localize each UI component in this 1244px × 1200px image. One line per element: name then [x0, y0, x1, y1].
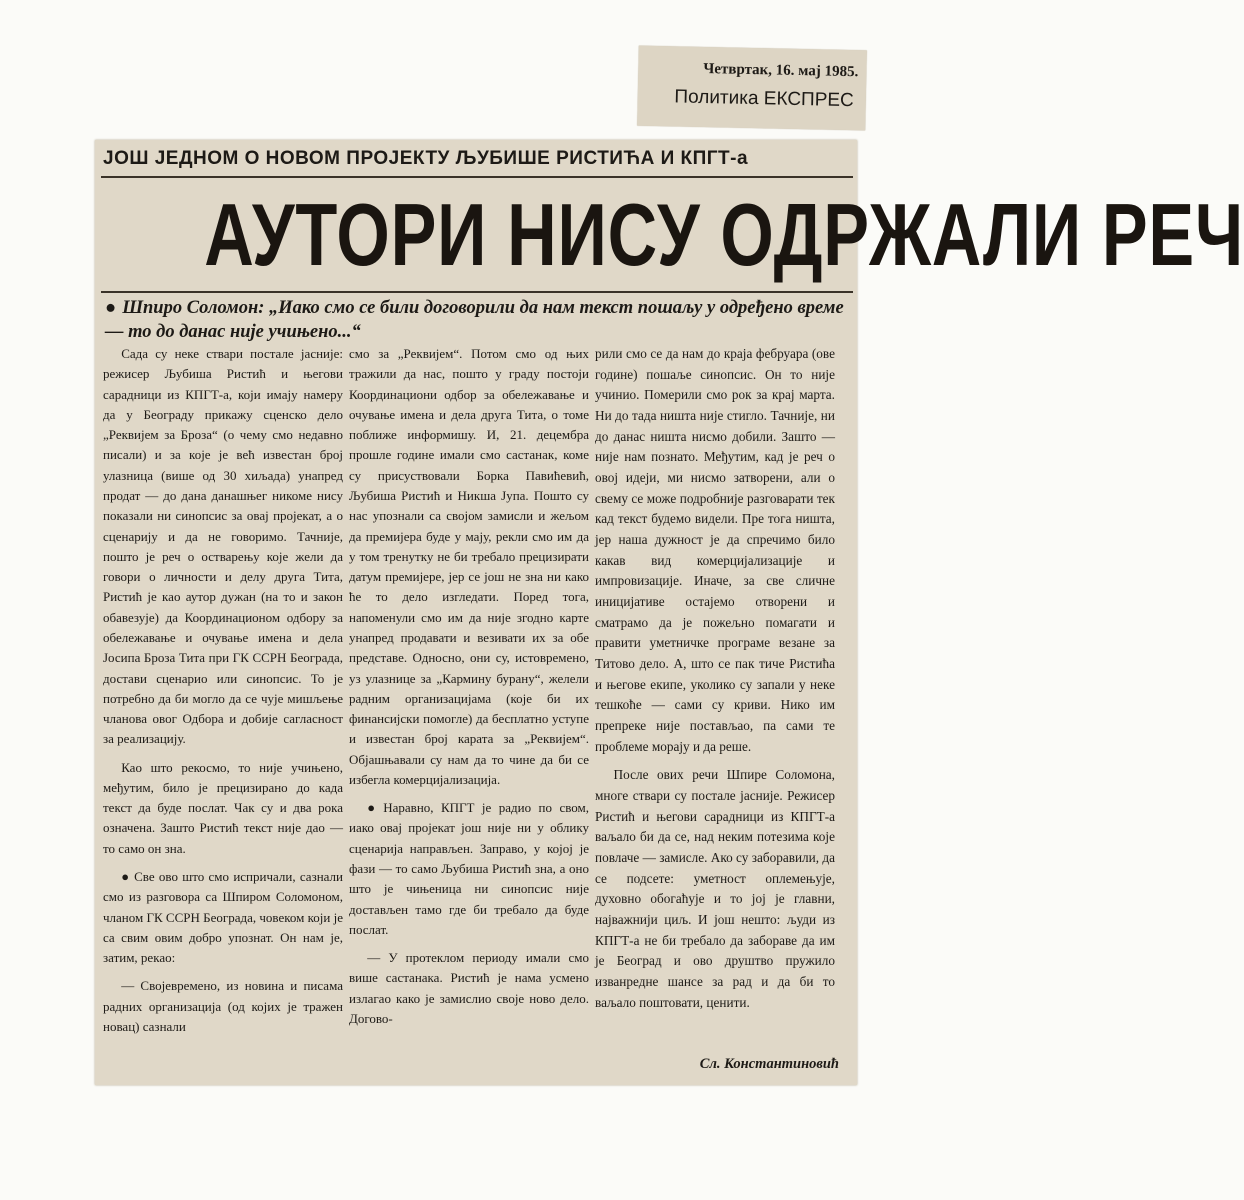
article-column-3	[595, 344, 835, 1014]
newspaper-clipping	[95, 140, 1244, 1085]
paragraph: Као што рекосмо, то није учињено, међутим, било је прецизирано до када текст да буде послат. Чак су и два рока означена. Зашто Ристић текст није дао — то само он зна.	[103, 759, 343, 856]
paragraph: — У протеклом периоду имали смо више састанака. Ристић је нама усмено излагао како је замислио своје ново дело. Догово-	[349, 950, 589, 1026]
bullet-icon: ●	[367, 800, 380, 816]
paragraph: — Својевремено, из новина и писама радних организација (од којих је тражен новац) сазнали	[103, 978, 343, 1034]
article-column-1	[103, 344, 343, 1037]
paragraph	[103, 867, 343, 968]
paragraph-text: Наравно, КПГТ је радио по свом, иако овај пројекат још није ни у облику сценарија направљен. Заправо, у којој је фази — то само Љубиша Ристић зна, а оно што је чињеница ни синопсис није достављен тамо где би требало да буде послат.	[349, 800, 589, 937]
paragraph	[349, 798, 589, 940]
publication-date: Четвртак, 16. мај 1985.	[703, 60, 859, 81]
article-column-2	[349, 344, 589, 1029]
bullet-icon: ●	[121, 869, 131, 885]
author-signature: Сл. Константиновић	[699, 1056, 839, 1072]
lede-text: Шпиро Соломон: „Иако смо се били договорили да нам текст пошаљу у одређено време — то до данас није учињено...“	[105, 298, 844, 342]
paragraph: После ових речи Шпире Соломона, многе ствари су постале јасније. Режисер Ристић и његови сарадници из КПГТ-а ваљало би да се, над неким потезима које повлаче — замисле. Ако су заборавили, да се подсете: уметност оплемењује, духовно обогаћује и то јој је главни, најважнији циљ. И још нешто: људи из КПГТ-а не би требало да забораве да им је Београд и ово друштво пружило изванредне шансе за рад и да би то ваљало поштовати, ценити.	[595, 767, 835, 1010]
paragraph-text: Све ово што смо испричали, сазнали смо из разговора са Шпиром Соломоном, чланом ГК ССРН Београда, човеком који је са свим овим добро упознат. Он нам је, затим, рекао:	[103, 869, 343, 966]
article-lede	[105, 296, 845, 344]
paragraph: Сада су неке ствари постале јасније: режисер Љубиша Ристић и његови сарадници из КПГТ-а, који имају намеру да у Београду прикажу сценско дело „Реквијем за Броза“ (о чему смо недавно писали) и за које је већ известан број улазница (више од 30 хиљада) унапред продат — до дана данашњег никоме нису показали ни синопсис за овај пројекат, а о сценарију и да не говоримо. Тачније, пошто је реч о остварењу које жели да говори о личности и делу друга Тита, Ристић је као аутор дужан (на то и закон обавезује) да Координационом одбору за обележавање и очување имена и дела Јосипа Броза Тита при ГК ССРН Београда, достави сценарио или синопсис. То је потребно да би могло да се чује мишљење чланова овог Одбора и добије сагласност за реализацију.	[103, 346, 343, 747]
paragraph: рили смо се да нам до краја фебруара (ове године) пошаље синопсис. Он то није учинио. Померили смо рок за крај марта. Ни до тада ништа није стигло. Тачније, ни до данас ништа нисмо добили. Зашто — није нам познато. Међутим, кад је реч о овој идеји, ми нисмо затворени, али о свему се може подробније разговарати тек кад текст будемо видели. Пре тога ништа, јер наша дужност је да спречимо било какав вид комерцијализације и импровизације. Иначе, за све сличне иницијативе остајемо отворени и сматрамо да је пожељно помагати и правити уметничке програме везане за Титово дело. А, што се пак тиче Ристића и његове екипе, уколико су запали у неке тешкоће — сами су криви. Нико им препреке није постављао, па сами те проблеме морају и да реше.	[595, 346, 835, 754]
article-kicker: ЈОШ ЈЕДНОМ О НОВОМ ПРОЈЕКТУ ЉУБИШЕ РИСТИЋА И КПГТ-а	[103, 148, 749, 169]
headline-rule	[101, 291, 853, 293]
newspaper-name: Политика ЕКСПРЕС	[674, 86, 854, 112]
kicker-rule	[101, 176, 853, 178]
bullet-icon: ●	[105, 298, 117, 318]
paragraph: смо за „Реквијем“. Потом смо од њих тражили да нас, пошто у граду постоји Координациони одбор за обележавање и очување имена и дела друга Тита, о томе поближе информишу. И, 21. децембра прошле године имали смо састанак, коме су присуствовали Борка Павићевић, Љубиша Ристић и Никша Јупа. Пошто су нас упознали са својом замисли и жељом да премијера буде у мају, рекли смо им да у том тренутку не би требало прецизирати датум премијере, јер се још не зна ни како ће то дело изгледати. Поред тога, напоменули смо им да није згодно карте унапред продавати и везивати их за обе представе. Односно, они су, истовремено, уз улазнице за „Кармину бурану“, желели радним организацијама (које би их финансијски помогле) да бесплатно уступе и известан број карата за „Реквијем“. Објашњавали су нам да то чине да би се избегла комерцијализација.	[349, 346, 589, 787]
newspaper-source-tag	[637, 46, 867, 131]
article-headline: АУТОРИ НИСУ ОДРЖАЛИ РЕЧ	[204, 185, 1244, 284]
